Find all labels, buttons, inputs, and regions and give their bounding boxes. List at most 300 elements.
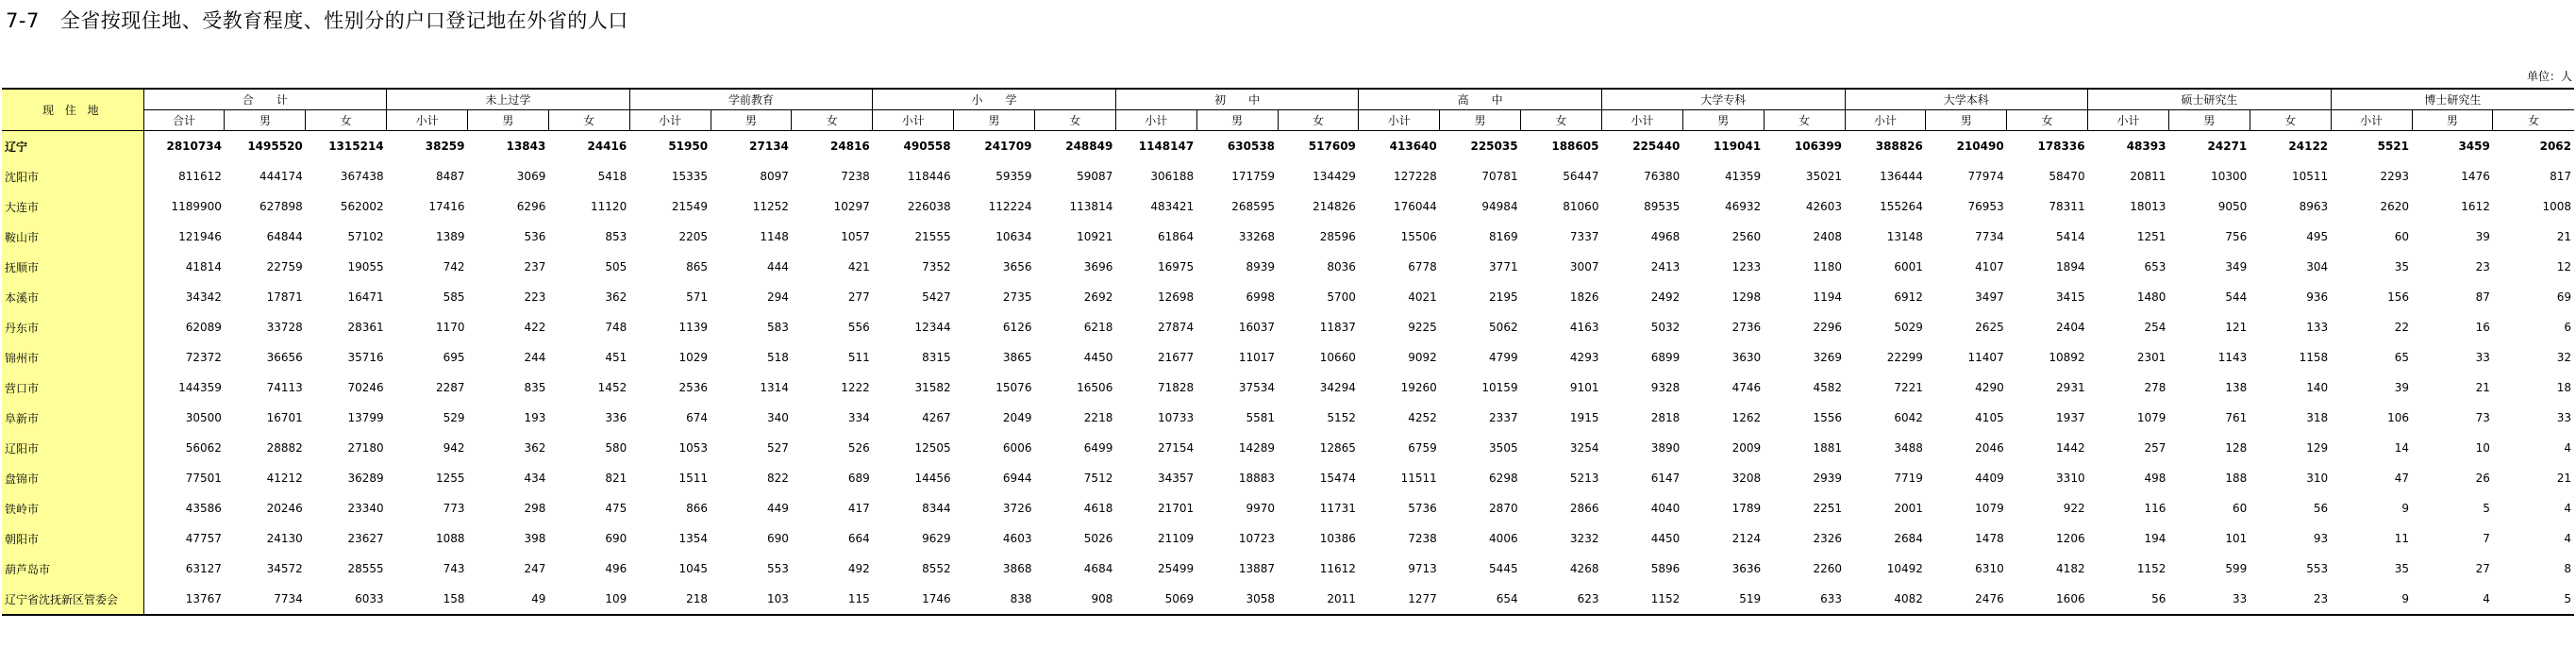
sub-header: 女 bbox=[1034, 110, 1115, 131]
value-cell: 334 bbox=[847, 411, 870, 424]
value-cell: 10492 bbox=[1886, 562, 1923, 575]
value-cell: 6944 bbox=[1002, 472, 1032, 485]
value-cell: 62089 bbox=[185, 321, 222, 334]
value-cell: 1029 bbox=[678, 351, 709, 364]
value-cell: 47 bbox=[2394, 472, 2409, 485]
value-cell: 838 bbox=[954, 584, 1035, 615]
value-cell: 18013 bbox=[2130, 200, 2166, 213]
value-cell: 498 bbox=[2144, 472, 2166, 485]
value-cell: 56062 bbox=[185, 441, 222, 455]
value-cell: 6147 bbox=[1650, 472, 1681, 485]
value-cell: 690 bbox=[605, 532, 627, 545]
value-cell: 654 bbox=[1440, 584, 1521, 615]
value-cell: 4006 bbox=[1489, 532, 1518, 545]
value-cell: 77501 bbox=[185, 472, 222, 485]
region-name: 辽宁省沈抚新区管委会 bbox=[2, 584, 143, 615]
table-row bbox=[2, 191, 2574, 222]
value-cell: 14289 bbox=[1238, 441, 1276, 455]
value-cell: 22299 bbox=[1886, 351, 1923, 364]
value-cell: 511 bbox=[847, 351, 870, 364]
sub-header: 男 bbox=[1926, 110, 2007, 131]
value-cell: 518 bbox=[767, 351, 789, 364]
value-cell: 2625 bbox=[1975, 321, 2004, 334]
value-cell: 336 bbox=[605, 411, 627, 424]
value-cell: 93 bbox=[2313, 532, 2329, 545]
value-cell: 56447 bbox=[1563, 170, 1599, 183]
value-cell: 4268 bbox=[1569, 562, 1599, 575]
value-cell: 72372 bbox=[185, 351, 222, 364]
header-row-subs bbox=[2, 110, 2574, 131]
value-cell: 2301 bbox=[2136, 351, 2166, 364]
value-cell: 23340 bbox=[347, 502, 384, 515]
value-cell: 1452 bbox=[597, 381, 627, 394]
value-cell: 17871 bbox=[266, 290, 303, 304]
value-cell: 6296 bbox=[516, 200, 546, 213]
value-cell: 6778 bbox=[1408, 260, 1437, 273]
value-cell: 2620 bbox=[2380, 200, 2409, 213]
value-cell: 544 bbox=[2225, 290, 2248, 304]
value-cell: 4 bbox=[2412, 584, 2493, 615]
value-cell: 5700 bbox=[1327, 290, 1356, 304]
value-cell: 623 bbox=[1521, 584, 1602, 615]
value-cell: 6310 bbox=[1975, 562, 2004, 575]
value-cell: 2870 bbox=[1489, 502, 1518, 515]
value-cell: 31582 bbox=[914, 381, 951, 394]
value-cell: 505 bbox=[605, 260, 627, 273]
value-cell: 10660 bbox=[1319, 351, 1356, 364]
value-cell: 48393 bbox=[2126, 140, 2166, 153]
table-row bbox=[2, 222, 2574, 252]
value-cell: 24130 bbox=[266, 532, 303, 545]
value-cell: 2736 bbox=[1731, 321, 1762, 334]
value-cell: 10159 bbox=[1481, 381, 1518, 394]
value-cell: 1194 bbox=[1813, 290, 1843, 304]
value-cell: 4450 bbox=[1650, 532, 1681, 545]
value-cell: 2560 bbox=[1731, 230, 1762, 243]
region-name: 盘锦市 bbox=[2, 463, 143, 493]
value-cell: 8315 bbox=[922, 351, 951, 364]
value-cell: 7238 bbox=[1408, 532, 1437, 545]
sub-header: 小计 bbox=[1845, 110, 1926, 131]
value-cell: 210490 bbox=[1956, 140, 2004, 153]
value-cell: 37534 bbox=[1238, 381, 1276, 394]
value-cell: 556 bbox=[847, 321, 870, 334]
value-cell: 10386 bbox=[1319, 532, 1356, 545]
value-cell: 6 bbox=[2564, 321, 2571, 334]
table-row bbox=[2, 252, 2574, 282]
unit-label: 单位：人 bbox=[2526, 70, 2572, 83]
group-header: 大学本科 bbox=[1845, 89, 2088, 110]
sub-header: 女 bbox=[792, 110, 873, 131]
value-cell: 3696 bbox=[1083, 260, 1113, 273]
value-cell: 39 bbox=[2394, 381, 2409, 394]
value-cell: 4290 bbox=[1975, 381, 2004, 394]
value-cell: 13148 bbox=[1886, 230, 1923, 243]
value-cell: 6033 bbox=[306, 584, 387, 615]
value-cell: 367438 bbox=[340, 170, 384, 183]
value-cell: 853 bbox=[605, 230, 627, 243]
value-cell: 14 bbox=[2394, 441, 2409, 455]
sub-header: 小计 bbox=[1601, 110, 1682, 131]
group-header: 学前教育 bbox=[629, 89, 873, 110]
value-cell: 22759 bbox=[266, 260, 303, 273]
value-cell: 1298 bbox=[1731, 290, 1762, 304]
value-cell: 11 bbox=[2394, 532, 2409, 545]
value-cell: 47757 bbox=[185, 532, 222, 545]
value-cell: 23 bbox=[2475, 260, 2490, 273]
value-cell: 106 bbox=[2387, 411, 2409, 424]
value-cell: 254 bbox=[2144, 321, 2166, 334]
value-cell: 18 bbox=[2556, 381, 2571, 394]
value-cell: 33 bbox=[2168, 584, 2250, 615]
value-cell: 562002 bbox=[340, 200, 384, 213]
value-cell: 21 bbox=[2556, 230, 2571, 243]
value-cell: 417 bbox=[847, 502, 870, 515]
value-cell: 81060 bbox=[1563, 200, 1599, 213]
value-cell: 689 bbox=[847, 472, 870, 485]
value-cell: 158 bbox=[387, 584, 468, 615]
value-cell: 519 bbox=[1682, 584, 1764, 615]
table-row bbox=[2, 373, 2574, 403]
value-cell: 7734 bbox=[1975, 230, 2004, 243]
table-row bbox=[2, 131, 2574, 162]
region-name: 本溪市 bbox=[2, 282, 143, 312]
value-cell: 4267 bbox=[922, 411, 951, 424]
value-cell: 398 bbox=[524, 532, 546, 545]
value-cell: 2260 bbox=[1813, 562, 1843, 575]
value-cell: 16975 bbox=[1158, 260, 1195, 273]
value-cell: 171759 bbox=[1231, 170, 1276, 183]
value-cell: 6298 bbox=[1489, 472, 1518, 485]
value-cell: 41814 bbox=[185, 260, 222, 273]
value-cell: 27154 bbox=[1158, 441, 1195, 455]
value-cell: 33 bbox=[2475, 351, 2490, 364]
value-cell: 73 bbox=[2475, 411, 2490, 424]
value-cell: 695 bbox=[443, 351, 465, 364]
table-row bbox=[2, 554, 2574, 584]
value-cell: 56 bbox=[2313, 502, 2329, 515]
value-cell: 140 bbox=[2306, 381, 2329, 394]
value-cell: 16 bbox=[2475, 321, 2490, 334]
value-cell: 27874 bbox=[1158, 321, 1195, 334]
value-cell: 4409 bbox=[1975, 472, 2004, 485]
value-cell: 9328 bbox=[1650, 381, 1681, 394]
value-cell: 553 bbox=[2306, 562, 2329, 575]
value-cell: 318 bbox=[2306, 411, 2329, 424]
value-cell: 3232 bbox=[1569, 532, 1599, 545]
value-cell: 118446 bbox=[907, 170, 951, 183]
value-cell: 3630 bbox=[1731, 351, 1762, 364]
sub-header: 小计 bbox=[387, 110, 468, 131]
value-cell: 129 bbox=[2306, 441, 2329, 455]
value-cell: 664 bbox=[847, 532, 870, 545]
value-cell: 3459 bbox=[2458, 140, 2490, 153]
value-cell: 362 bbox=[605, 290, 627, 304]
value-cell: 3254 bbox=[1569, 441, 1599, 455]
value-cell: 5069 bbox=[1115, 584, 1196, 615]
value-cell: 1189900 bbox=[171, 200, 222, 213]
value-cell: 43586 bbox=[185, 502, 222, 515]
value-cell: 6126 bbox=[1002, 321, 1032, 334]
sub-header: 女 bbox=[1521, 110, 1602, 131]
value-cell: 5032 bbox=[1650, 321, 1681, 334]
value-cell: 2818 bbox=[1650, 411, 1681, 424]
value-cell: 5418 bbox=[597, 170, 627, 183]
value-cell: 2404 bbox=[2056, 321, 2085, 334]
value-cell: 1881 bbox=[1813, 441, 1843, 455]
value-cell: 247 bbox=[524, 562, 546, 575]
region-name: 阜新市 bbox=[2, 403, 143, 433]
value-cell: 1170 bbox=[435, 321, 465, 334]
value-cell: 193 bbox=[524, 411, 546, 424]
value-cell: 866 bbox=[686, 502, 709, 515]
value-cell: 21109 bbox=[1158, 532, 1195, 545]
value-cell: 2296 bbox=[1813, 321, 1843, 334]
value-cell: 2536 bbox=[678, 381, 709, 394]
value-cell: 451 bbox=[605, 351, 627, 364]
value-cell: 33268 bbox=[1238, 230, 1276, 243]
value-cell: 10921 bbox=[1077, 230, 1113, 243]
value-cell: 41359 bbox=[1724, 170, 1762, 183]
value-cell: 24122 bbox=[2288, 140, 2329, 153]
group-header: 硕士研究生 bbox=[2088, 89, 2332, 110]
value-cell: 28555 bbox=[347, 562, 384, 575]
value-cell: 4163 bbox=[1569, 321, 1599, 334]
value-cell: 9 bbox=[2331, 584, 2412, 615]
value-cell: 24816 bbox=[830, 140, 870, 153]
value-cell: 2692 bbox=[1083, 290, 1113, 304]
value-cell: 6899 bbox=[1650, 351, 1681, 364]
value-cell: 65 bbox=[2394, 351, 2409, 364]
value-cell: 8963 bbox=[2299, 200, 2329, 213]
value-cell: 1008 bbox=[2542, 200, 2571, 213]
value-cell: 1442 bbox=[2056, 441, 2085, 455]
value-cell: 3007 bbox=[1569, 260, 1599, 273]
value-cell: 21677 bbox=[1158, 351, 1195, 364]
value-cell: 585 bbox=[443, 290, 465, 304]
value-cell: 1495520 bbox=[247, 140, 303, 153]
value-cell: 9 bbox=[2401, 502, 2409, 515]
value-cell: 475 bbox=[605, 502, 627, 515]
value-cell: 817 bbox=[2550, 170, 2571, 183]
value-cell: 449 bbox=[767, 502, 789, 515]
value-cell: 3726 bbox=[1002, 502, 1032, 515]
value-cell: 11017 bbox=[1238, 351, 1276, 364]
value-cell: 194 bbox=[2144, 532, 2166, 545]
value-cell: 490558 bbox=[903, 140, 951, 153]
value-cell: 57102 bbox=[347, 230, 384, 243]
value-cell: 6998 bbox=[1246, 290, 1276, 304]
value-cell: 21555 bbox=[914, 230, 951, 243]
table-row bbox=[2, 433, 2574, 463]
region-name: 丹东市 bbox=[2, 312, 143, 342]
value-cell: 70246 bbox=[347, 381, 384, 394]
value-cell: 27180 bbox=[347, 441, 384, 455]
value-cell: 2062 bbox=[2539, 140, 2571, 153]
value-cell: 178336 bbox=[2037, 140, 2085, 153]
value-cell: 2287 bbox=[435, 381, 465, 394]
value-cell: 2476 bbox=[1926, 584, 2007, 615]
region-name: 鞍山市 bbox=[2, 222, 143, 252]
region-name: 锦州市 bbox=[2, 342, 143, 373]
value-cell: 59359 bbox=[995, 170, 1032, 183]
table-title bbox=[6, 6, 628, 34]
value-cell: 70781 bbox=[1481, 170, 1518, 183]
value-cell: 12698 bbox=[1158, 290, 1195, 304]
value-cell: 21549 bbox=[671, 200, 709, 213]
value-cell: 294 bbox=[767, 290, 789, 304]
group-header: 博士研究生 bbox=[2331, 89, 2574, 110]
value-cell: 3310 bbox=[2056, 472, 2085, 485]
value-cell: 121 bbox=[2225, 321, 2248, 334]
value-cell: 7352 bbox=[922, 260, 951, 273]
value-cell: 11511 bbox=[1400, 472, 1437, 485]
value-cell: 188605 bbox=[1551, 140, 1599, 153]
value-cell: 1354 bbox=[678, 532, 709, 545]
value-cell: 28596 bbox=[1319, 230, 1356, 243]
value-cell: 2009 bbox=[1731, 441, 1762, 455]
value-cell: 7512 bbox=[1083, 472, 1113, 485]
value-cell: 4 bbox=[2564, 502, 2571, 515]
value-cell: 225440 bbox=[1632, 140, 1681, 153]
value-cell: 7238 bbox=[841, 170, 870, 183]
value-cell: 127228 bbox=[1393, 170, 1437, 183]
value-cell: 422 bbox=[524, 321, 546, 334]
value-cell: 2866 bbox=[1569, 502, 1599, 515]
value-cell: 10723 bbox=[1238, 532, 1276, 545]
value-cell: 922 bbox=[2063, 502, 2085, 515]
value-cell: 2011 bbox=[1278, 584, 1359, 615]
value-cell: 24416 bbox=[587, 140, 627, 153]
value-cell: 11407 bbox=[1967, 351, 2004, 364]
value-cell: 4618 bbox=[1083, 502, 1113, 515]
region-name: 抚顺市 bbox=[2, 252, 143, 282]
value-cell: 42603 bbox=[1805, 200, 1843, 213]
value-cell: 1180 bbox=[1813, 260, 1843, 273]
value-cell: 23627 bbox=[347, 532, 384, 545]
value-cell: 15335 bbox=[671, 170, 709, 183]
value-cell: 1222 bbox=[841, 381, 870, 394]
table-row bbox=[2, 342, 2574, 373]
value-cell: 1915 bbox=[1569, 411, 1599, 424]
value-cell: 69 bbox=[2556, 290, 2571, 304]
value-cell: 16701 bbox=[266, 411, 303, 424]
value-cell: 4968 bbox=[1650, 230, 1681, 243]
value-cell: 9225 bbox=[1408, 321, 1437, 334]
value-cell: 2408 bbox=[1813, 230, 1843, 243]
value-cell: 12 bbox=[2556, 260, 2571, 273]
value-cell: 1158 bbox=[2299, 351, 2329, 364]
value-cell: 41212 bbox=[266, 472, 303, 485]
value-cell: 39 bbox=[2475, 230, 2490, 243]
value-cell: 218 bbox=[629, 584, 711, 615]
value-cell: 21701 bbox=[1158, 502, 1195, 515]
value-cell: 60 bbox=[2233, 502, 2248, 515]
value-cell: 35716 bbox=[347, 351, 384, 364]
value-cell: 156 bbox=[2387, 290, 2409, 304]
value-cell: 2195 bbox=[1489, 290, 1518, 304]
sub-header: 小计 bbox=[1115, 110, 1196, 131]
value-cell: 27134 bbox=[749, 140, 789, 153]
value-cell: 8487 bbox=[435, 170, 465, 183]
table-body bbox=[2, 131, 2574, 616]
value-cell: 349 bbox=[2225, 260, 2248, 273]
sub-header: 女 bbox=[306, 110, 387, 131]
value-cell: 5152 bbox=[1327, 411, 1356, 424]
table-row bbox=[2, 161, 2574, 191]
value-cell: 2293 bbox=[2380, 170, 2409, 183]
value-cell: 11612 bbox=[1319, 562, 1356, 575]
value-cell: 4603 bbox=[1002, 532, 1032, 545]
value-cell: 87 bbox=[2475, 290, 2490, 304]
value-cell: 553 bbox=[767, 562, 789, 575]
value-cell: 2046 bbox=[1975, 441, 2004, 455]
value-cell: 821 bbox=[605, 472, 627, 485]
value-cell: 248849 bbox=[1065, 140, 1113, 153]
value-cell: 46932 bbox=[1724, 200, 1762, 213]
value-cell: 241709 bbox=[984, 140, 1032, 153]
value-cell: 2810734 bbox=[166, 140, 222, 153]
value-cell: 9050 bbox=[2217, 200, 2248, 213]
value-cell: 8169 bbox=[1489, 230, 1518, 243]
value-cell: 8939 bbox=[1246, 260, 1276, 273]
value-cell: 28882 bbox=[266, 441, 303, 455]
value-cell: 936 bbox=[2306, 290, 2329, 304]
region-name: 沈阳市 bbox=[2, 161, 143, 191]
table-row bbox=[2, 493, 2574, 523]
sub-header: 女 bbox=[1278, 110, 1359, 131]
value-cell: 388826 bbox=[1875, 140, 1923, 153]
sub-header: 女 bbox=[1764, 110, 1845, 131]
table-row bbox=[2, 463, 2574, 493]
value-cell: 1057 bbox=[841, 230, 870, 243]
value-cell: 2492 bbox=[1650, 290, 1681, 304]
value-cell: 51950 bbox=[668, 140, 709, 153]
value-cell: 1143 bbox=[2217, 351, 2248, 364]
header-row-groups bbox=[2, 89, 2574, 110]
value-cell: 133 bbox=[2306, 321, 2329, 334]
value-cell: 25499 bbox=[1158, 562, 1195, 575]
sub-header: 男 bbox=[225, 110, 306, 131]
value-cell: 115 bbox=[792, 584, 873, 615]
region-name: 葫芦岛市 bbox=[2, 554, 143, 584]
value-cell: 413640 bbox=[1389, 140, 1437, 153]
value-cell: 71828 bbox=[1158, 381, 1195, 394]
value-cell: 10634 bbox=[995, 230, 1032, 243]
value-cell: 74113 bbox=[266, 381, 303, 394]
value-cell: 444174 bbox=[259, 170, 303, 183]
value-cell: 1894 bbox=[2056, 260, 2085, 273]
value-cell: 13799 bbox=[347, 411, 384, 424]
value-cell: 36289 bbox=[347, 472, 384, 485]
value-cell: 26 bbox=[2475, 472, 2490, 485]
row-header-residence: 现 住 地 bbox=[2, 89, 143, 131]
value-cell: 2337 bbox=[1489, 411, 1518, 424]
value-cell: 10297 bbox=[833, 200, 870, 213]
value-cell: 1152 bbox=[1601, 584, 1682, 615]
value-cell: 77974 bbox=[1967, 170, 2004, 183]
value-cell: 17416 bbox=[428, 200, 465, 213]
value-cell: 3488 bbox=[1894, 441, 1923, 455]
value-cell: 6042 bbox=[1894, 411, 1923, 424]
value-cell: 15474 bbox=[1319, 472, 1356, 485]
value-cell: 58470 bbox=[2049, 170, 2085, 183]
sub-header: 男 bbox=[1196, 110, 1278, 131]
value-cell: 49 bbox=[468, 584, 549, 615]
value-cell: 2939 bbox=[1813, 472, 1843, 485]
value-cell: 3415 bbox=[2056, 290, 2085, 304]
sub-header: 合计 bbox=[143, 110, 225, 131]
